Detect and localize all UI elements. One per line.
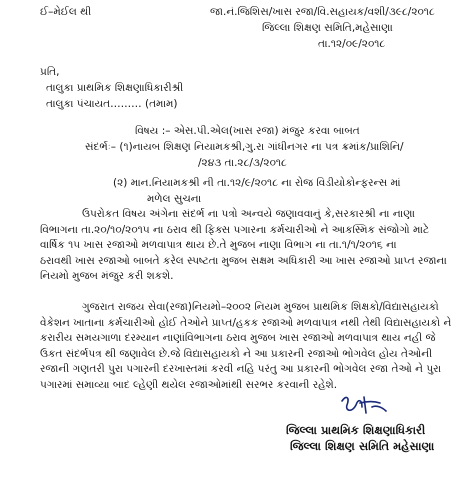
body-paragraph-2: [40, 301, 465, 394]
paragraph-line: વેકેશન ખાતાના કર્મચારીઓ હોઈ તેઓને પ્રાપ્ત/હકક રજાઓ મળવાપાત્ર નથી તેથી વિદ્યાસહાયકો ને: [40, 316, 452, 329]
letter-date: તા.૧૨/૦૯/૨૦૧૮: [318, 38, 386, 50]
paragraph-line: પગારમાં સમાવ્યા બાદ લ્હેણી થયેલ રજાઓમાંથી સરભર કરવાની રહેશે.: [40, 378, 338, 391]
paragraph-line: વાર્ષિક ૧૫ ખાસ રજાઓ મળવાપાત્ર થાય છે.તે મુજબ નાણા વિભાગ ના તા.૧/૧/૨૦૧૬ ના: [40, 239, 397, 251]
paragraph-line: ગુજરાત રાજય સેવા(રજા)નિયમો–૨૦૦૨ નિયમ મુજબ પ્રાથમિક શિક્ષકો/વિદ્યાસહાયકો: [82, 301, 439, 313]
reference-line-1: સંદર્ભઃ– (૧)નાયબ શિક્ષણ નિયામકશ્રી,ગુ.રા ગાંધીનગર ના પત્ર ક્રમાંક/પ્રાશિનિ/: [85, 141, 404, 153]
subject-line: વિષય :– એસ.પી.એલ(ખાસ રજા) મંજુર કરવા બાબત: [135, 125, 360, 137]
handwritten-signature: [338, 393, 390, 419]
body-paragraph-1: [40, 208, 465, 286]
paragraph-line: ઉકત સંદર્ભપત્ર થી જણાવેલ છે.જે વિદ્યાસહાયકો ને આ પ્રકારની રજાઓ ભોગવેલ હોય તેઓની: [40, 347, 433, 360]
reference-line-3: (૨) માન.નિયામકશ્રી ની તા.૧૨/૯/૨૦૧૮ ના રોજ વિડીયોકોન્ફરન્સ માં: [113, 177, 401, 189]
paragraph-line: વિભાગના તા.૨૦/૧૦/૨૦૧૫ ના ઠરાવ થી ફિક્સ પગારના કર્મચારીઓ ને આકસ્મિક સંજોગો માટે: [40, 223, 430, 236]
email-label: ઈ–મેઈલ થી: [40, 6, 92, 18]
paragraph-line: નિયમો મુજબ મંજુર કરી શકશે.: [40, 270, 174, 282]
recipient-line-1: તાલુકા પ્રાથમિક શિક્ષણાધિકારીશ્રી: [46, 82, 184, 94]
signatory-office: જિલ્લા શિક્ષણ સમિતિ મહેસાણા: [290, 439, 435, 453]
recipient-prefix: પ્રતિ,: [40, 66, 60, 78]
recipient-line-2: તાલુકા પંચાયત……… (તમામ): [46, 98, 178, 110]
paragraph-line: ઉપરોકત વિષય અંગેના સંદર્ભ ના પત્રો અન્વયે જણાવવાનું કે,સરકારશ્રી ના નાણા: [82, 208, 415, 220]
reference-number: જા.નં.જિશિસ/ખાસ રજા/વિ.સહાયક/વશી/૩૯૮/૨૦૧૮: [210, 6, 435, 18]
issuing-office: જિલ્લા શિક્ષણ સમિતિ,મહેસાણા: [262, 22, 393, 34]
paragraph-line: રજાની ગણતરી પુરા પગારની દરખાસ્તમાં કરવી નહિ પરંતુ આ પ્રકારની ભોગવેલ રજા તેઓ ને પુરા: [40, 363, 442, 375]
paragraph-line: કરારીય સમયગાળા દરમ્યાન નાણાંવિભાગના ઠરાવ મુજબ ખાસ રજાઓ મળવાપાત્ર થાય નહી જે: [40, 332, 436, 344]
reference-line-4: મળેલ સુચના: [147, 193, 202, 205]
signatory-title: જિલ્લા પ્રાથમિક શિક્ષણાધિકારી: [286, 423, 426, 437]
paragraph-line: ઠરાવથી ખાસ રજાઓ બાબતે કરેલ સ્પષ્ટતા મુજબ સક્ષમ અધિકારી આ ખાસ રજાઓ પ્રાપ્ત રજાના: [40, 254, 447, 267]
reference-line-2: /૨૪૩ તા.૨૮/૩/૨૦૧૮: [198, 157, 287, 169]
